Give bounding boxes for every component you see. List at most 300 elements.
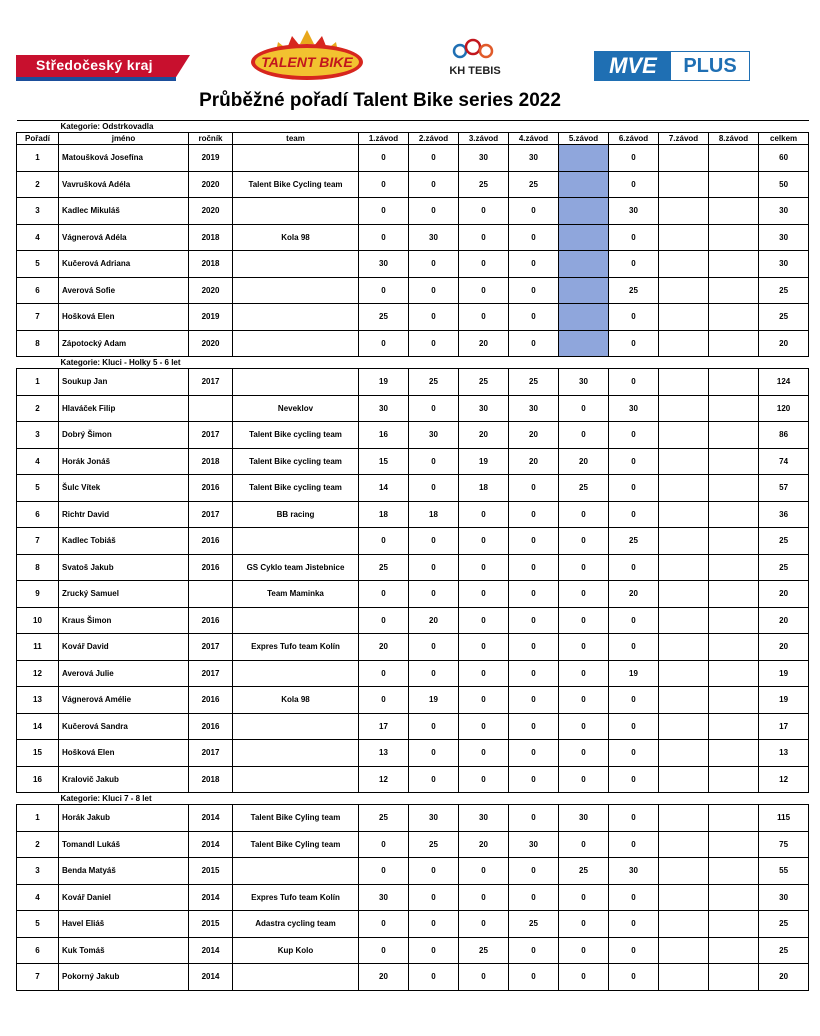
race4-cell: 0 bbox=[509, 501, 559, 528]
race4-cell: 0 bbox=[509, 964, 559, 991]
race4-cell: 20 bbox=[509, 448, 559, 475]
race2-cell: 0 bbox=[409, 198, 459, 225]
table-row bbox=[17, 528, 809, 555]
race2-cell: 0 bbox=[409, 766, 459, 793]
race8-cell bbox=[709, 198, 759, 225]
year-cell: 2018 bbox=[189, 224, 233, 251]
team-cell bbox=[233, 330, 359, 357]
table-row bbox=[17, 713, 809, 740]
year-cell bbox=[189, 581, 233, 608]
race4-cell: 0 bbox=[509, 884, 559, 911]
race8-cell bbox=[709, 687, 759, 714]
talent-bike-logo-text: TALENT BIKE bbox=[261, 54, 353, 70]
rank-cell: 13 bbox=[17, 687, 59, 714]
race5-cell: 0 bbox=[559, 884, 609, 911]
race1-cell: 0 bbox=[359, 607, 409, 634]
results-table bbox=[16, 120, 809, 991]
race1-cell: 0 bbox=[359, 581, 409, 608]
year-cell: 2019 bbox=[189, 304, 233, 331]
name-cell: Kralovič Jakub bbox=[59, 766, 189, 793]
race4-cell: 0 bbox=[509, 554, 559, 581]
total-cell: 13 bbox=[759, 740, 809, 767]
race7-cell bbox=[659, 304, 709, 331]
race8-cell bbox=[709, 369, 759, 396]
name-cell: Kadlec Tobiáš bbox=[59, 528, 189, 555]
rank-cell: 6 bbox=[17, 937, 59, 964]
race6-cell: 25 bbox=[609, 528, 659, 555]
race8-cell bbox=[709, 277, 759, 304]
year-cell: 2020 bbox=[189, 277, 233, 304]
name-cell: Vavrušková Adéla bbox=[59, 171, 189, 198]
race1-cell: 25 bbox=[359, 554, 409, 581]
total-cell: 12 bbox=[759, 766, 809, 793]
race4-cell: 0 bbox=[509, 740, 559, 767]
race4-cell: 0 bbox=[509, 634, 559, 661]
table-row bbox=[17, 554, 809, 581]
mve-plus-logo bbox=[594, 51, 750, 81]
race7-cell bbox=[659, 475, 709, 502]
total-cell: 57 bbox=[759, 475, 809, 502]
team-cell bbox=[233, 528, 359, 555]
race1-cell: 0 bbox=[359, 277, 409, 304]
race6-cell: 0 bbox=[609, 475, 659, 502]
race3-cell: 18 bbox=[459, 475, 509, 502]
rank-cell: 3 bbox=[17, 198, 59, 225]
stredocesky-kraj-text: Středočeský kraj bbox=[36, 57, 153, 73]
year-cell: 2019 bbox=[189, 145, 233, 172]
year-cell: 2016 bbox=[189, 607, 233, 634]
race7-cell bbox=[659, 911, 709, 938]
race8-cell bbox=[709, 581, 759, 608]
race7-cell bbox=[659, 581, 709, 608]
table-row bbox=[17, 395, 809, 422]
race7-cell bbox=[659, 251, 709, 278]
race1-cell: 13 bbox=[359, 740, 409, 767]
race1-cell: 25 bbox=[359, 304, 409, 331]
race5-cell bbox=[559, 277, 609, 304]
category-row bbox=[17, 121, 809, 133]
year-cell: 2018 bbox=[189, 251, 233, 278]
year-cell: 2014 bbox=[189, 831, 233, 858]
year-cell: 2016 bbox=[189, 687, 233, 714]
team-cell: Adastra cycling team bbox=[233, 911, 359, 938]
name-cell: Horák Jonáš bbox=[59, 448, 189, 475]
race1-cell: 0 bbox=[359, 145, 409, 172]
table-row bbox=[17, 634, 809, 661]
race2-cell: 0 bbox=[409, 145, 459, 172]
race8-cell bbox=[709, 937, 759, 964]
race2-cell: 0 bbox=[409, 634, 459, 661]
team-cell bbox=[233, 766, 359, 793]
year-cell: 2014 bbox=[189, 937, 233, 964]
team-cell bbox=[233, 304, 359, 331]
race1-cell: 0 bbox=[359, 660, 409, 687]
year-cell: 2018 bbox=[189, 448, 233, 475]
race3-cell: 25 bbox=[459, 369, 509, 396]
race8-cell bbox=[709, 766, 759, 793]
total-cell: 50 bbox=[759, 171, 809, 198]
name-cell: Soukup Jan bbox=[59, 369, 189, 396]
category-label: Kategorie: Kluci 7 - 8 let bbox=[17, 793, 809, 805]
team-cell bbox=[233, 964, 359, 991]
team-cell bbox=[233, 198, 359, 225]
column-header: 7.závod bbox=[659, 133, 709, 145]
total-cell: 36 bbox=[759, 501, 809, 528]
name-cell: Kovář Daniel bbox=[59, 884, 189, 911]
race3-cell: 19 bbox=[459, 448, 509, 475]
rank-cell: 12 bbox=[17, 660, 59, 687]
year-cell: 2017 bbox=[189, 369, 233, 396]
name-cell: Pokorný Jakub bbox=[59, 964, 189, 991]
total-cell: 55 bbox=[759, 858, 809, 885]
talent-bike-logo bbox=[248, 28, 366, 84]
name-cell: Hlaváček Filip bbox=[59, 395, 189, 422]
team-cell bbox=[233, 660, 359, 687]
race8-cell bbox=[709, 740, 759, 767]
race8-cell bbox=[709, 224, 759, 251]
race1-cell: 30 bbox=[359, 395, 409, 422]
team-cell: Talent Bike Cycling team bbox=[233, 171, 359, 198]
race2-cell: 0 bbox=[409, 740, 459, 767]
race7-cell bbox=[659, 713, 709, 740]
race2-cell: 30 bbox=[409, 224, 459, 251]
name-cell: Kučerová Sandra bbox=[59, 713, 189, 740]
rank-cell: 1 bbox=[17, 369, 59, 396]
race1-cell: 0 bbox=[359, 858, 409, 885]
race1-cell: 16 bbox=[359, 422, 409, 449]
rank-cell: 1 bbox=[17, 805, 59, 832]
race3-cell: 0 bbox=[459, 911, 509, 938]
year-cell bbox=[189, 395, 233, 422]
column-header: 8.závod bbox=[709, 133, 759, 145]
team-cell: Talent Bike Cyling team bbox=[233, 831, 359, 858]
column-header: 6.závod bbox=[609, 133, 659, 145]
name-cell: Vágnerová Amélie bbox=[59, 687, 189, 714]
race7-cell bbox=[659, 766, 709, 793]
race2-cell: 0 bbox=[409, 171, 459, 198]
race8-cell bbox=[709, 145, 759, 172]
total-cell: 17 bbox=[759, 713, 809, 740]
race7-cell bbox=[659, 964, 709, 991]
race7-cell bbox=[659, 740, 709, 767]
race7-cell bbox=[659, 501, 709, 528]
race5-cell: 0 bbox=[559, 766, 609, 793]
year-cell: 2020 bbox=[189, 198, 233, 225]
table-row bbox=[17, 277, 809, 304]
table-row bbox=[17, 607, 809, 634]
rank-cell: 5 bbox=[17, 251, 59, 278]
race5-cell: 0 bbox=[559, 831, 609, 858]
year-cell: 2020 bbox=[189, 171, 233, 198]
race4-cell: 0 bbox=[509, 660, 559, 687]
race3-cell: 25 bbox=[459, 937, 509, 964]
race6-cell: 0 bbox=[609, 911, 659, 938]
race5-cell: 30 bbox=[559, 369, 609, 396]
race1-cell: 30 bbox=[359, 251, 409, 278]
race3-cell: 20 bbox=[459, 831, 509, 858]
race8-cell bbox=[709, 422, 759, 449]
race1-cell: 19 bbox=[359, 369, 409, 396]
race6-cell: 30 bbox=[609, 858, 659, 885]
race6-cell: 0 bbox=[609, 251, 659, 278]
race1-cell: 30 bbox=[359, 884, 409, 911]
table-row bbox=[17, 937, 809, 964]
rank-cell: 10 bbox=[17, 607, 59, 634]
race6-cell: 25 bbox=[609, 277, 659, 304]
race5-cell: 25 bbox=[559, 858, 609, 885]
race4-cell: 20 bbox=[509, 422, 559, 449]
race6-cell: 0 bbox=[609, 607, 659, 634]
race8-cell bbox=[709, 251, 759, 278]
total-cell: 25 bbox=[759, 528, 809, 555]
race3-cell: 0 bbox=[459, 554, 509, 581]
race7-cell bbox=[659, 687, 709, 714]
race6-cell: 0 bbox=[609, 766, 659, 793]
race7-cell bbox=[659, 634, 709, 661]
race1-cell: 0 bbox=[359, 687, 409, 714]
category-label: Kategorie: Kluci - Holky 5 - 6 let bbox=[17, 357, 809, 369]
race7-cell bbox=[659, 198, 709, 225]
race4-cell: 0 bbox=[509, 858, 559, 885]
race4-cell: 0 bbox=[509, 766, 559, 793]
column-header: 2.závod bbox=[409, 133, 459, 145]
team-cell bbox=[233, 369, 359, 396]
race6-cell: 0 bbox=[609, 171, 659, 198]
total-cell: 74 bbox=[759, 448, 809, 475]
race4-cell: 25 bbox=[509, 369, 559, 396]
race5-cell bbox=[559, 251, 609, 278]
race7-cell bbox=[659, 858, 709, 885]
race4-cell: 0 bbox=[509, 687, 559, 714]
race5-cell: 25 bbox=[559, 475, 609, 502]
team-cell: Team Maminka bbox=[233, 581, 359, 608]
race8-cell bbox=[709, 607, 759, 634]
logo-bar bbox=[0, 0, 820, 90]
race1-cell: 0 bbox=[359, 911, 409, 938]
column-header: 5.závod bbox=[559, 133, 609, 145]
rank-cell: 8 bbox=[17, 554, 59, 581]
race5-cell: 0 bbox=[559, 607, 609, 634]
race2-cell: 0 bbox=[409, 911, 459, 938]
team-cell: Neveklov bbox=[233, 395, 359, 422]
table-row bbox=[17, 805, 809, 832]
race4-cell: 25 bbox=[509, 911, 559, 938]
race2-cell: 0 bbox=[409, 304, 459, 331]
category-label: Kategorie: Odstrkovadla bbox=[17, 121, 809, 133]
race5-cell: 0 bbox=[559, 964, 609, 991]
rank-cell: 6 bbox=[17, 501, 59, 528]
total-cell: 30 bbox=[759, 884, 809, 911]
total-cell: 25 bbox=[759, 304, 809, 331]
race5-cell: 0 bbox=[559, 911, 609, 938]
race2-cell: 0 bbox=[409, 884, 459, 911]
race2-cell: 19 bbox=[409, 687, 459, 714]
rank-cell: 11 bbox=[17, 634, 59, 661]
name-cell: Zápotocký Adam bbox=[59, 330, 189, 357]
race5-cell bbox=[559, 224, 609, 251]
race7-cell bbox=[659, 277, 709, 304]
kh-tebis-logo bbox=[440, 38, 510, 80]
race5-cell bbox=[559, 198, 609, 225]
race2-cell: 0 bbox=[409, 251, 459, 278]
race2-cell: 0 bbox=[409, 964, 459, 991]
race2-cell: 0 bbox=[409, 395, 459, 422]
race1-cell: 12 bbox=[359, 766, 409, 793]
year-cell: 2017 bbox=[189, 422, 233, 449]
race7-cell bbox=[659, 395, 709, 422]
race6-cell: 0 bbox=[609, 554, 659, 581]
race2-cell: 0 bbox=[409, 475, 459, 502]
race6-cell: 0 bbox=[609, 687, 659, 714]
rank-cell: 5 bbox=[17, 911, 59, 938]
race3-cell: 0 bbox=[459, 858, 509, 885]
race3-cell: 20 bbox=[459, 422, 509, 449]
race1-cell: 20 bbox=[359, 964, 409, 991]
team-cell bbox=[233, 858, 359, 885]
race6-cell: 0 bbox=[609, 634, 659, 661]
table-row bbox=[17, 831, 809, 858]
rank-cell: 14 bbox=[17, 713, 59, 740]
race8-cell bbox=[709, 634, 759, 661]
rank-cell: 7 bbox=[17, 528, 59, 555]
rank-cell: 5 bbox=[17, 475, 59, 502]
race6-cell: 0 bbox=[609, 884, 659, 911]
race2-cell: 0 bbox=[409, 330, 459, 357]
table-row bbox=[17, 766, 809, 793]
race3-cell: 0 bbox=[459, 304, 509, 331]
rank-cell: 16 bbox=[17, 766, 59, 793]
race4-cell: 0 bbox=[509, 330, 559, 357]
race4-cell: 30 bbox=[509, 831, 559, 858]
race8-cell bbox=[709, 713, 759, 740]
race7-cell bbox=[659, 330, 709, 357]
race3-cell: 0 bbox=[459, 528, 509, 555]
race1-cell: 0 bbox=[359, 937, 409, 964]
race5-cell bbox=[559, 145, 609, 172]
table-row bbox=[17, 884, 809, 911]
race3-cell: 0 bbox=[459, 501, 509, 528]
rank-cell: 15 bbox=[17, 740, 59, 767]
race6-cell: 0 bbox=[609, 713, 659, 740]
race2-cell: 18 bbox=[409, 501, 459, 528]
rank-cell: 6 bbox=[17, 277, 59, 304]
race8-cell bbox=[709, 395, 759, 422]
name-cell: Averová Julie bbox=[59, 660, 189, 687]
race6-cell: 20 bbox=[609, 581, 659, 608]
race8-cell bbox=[709, 858, 759, 885]
table-row bbox=[17, 581, 809, 608]
race8-cell bbox=[709, 475, 759, 502]
race3-cell: 0 bbox=[459, 687, 509, 714]
year-cell: 2016 bbox=[189, 475, 233, 502]
year-cell: 2016 bbox=[189, 713, 233, 740]
race3-cell: 0 bbox=[459, 224, 509, 251]
race4-cell: 0 bbox=[509, 713, 559, 740]
year-cell: 2014 bbox=[189, 884, 233, 911]
race5-cell: 30 bbox=[559, 805, 609, 832]
rank-cell: 8 bbox=[17, 330, 59, 357]
table-row bbox=[17, 687, 809, 714]
column-header: Pořadí bbox=[17, 133, 59, 145]
table-row bbox=[17, 501, 809, 528]
race7-cell bbox=[659, 884, 709, 911]
race3-cell: 20 bbox=[459, 330, 509, 357]
race7-cell bbox=[659, 937, 709, 964]
race5-cell: 0 bbox=[559, 581, 609, 608]
category-row bbox=[17, 357, 809, 369]
race1-cell: 0 bbox=[359, 831, 409, 858]
name-cell: Dobrý Šimon bbox=[59, 422, 189, 449]
total-cell: 25 bbox=[759, 277, 809, 304]
race5-cell: 0 bbox=[559, 660, 609, 687]
race3-cell: 0 bbox=[459, 964, 509, 991]
name-cell: Kučerová Adriana bbox=[59, 251, 189, 278]
name-cell: Matoušková Josefína bbox=[59, 145, 189, 172]
year-cell: 2017 bbox=[189, 740, 233, 767]
name-cell: Kadlec Mikuláš bbox=[59, 198, 189, 225]
race3-cell: 30 bbox=[459, 145, 509, 172]
race2-cell: 0 bbox=[409, 937, 459, 964]
race1-cell: 14 bbox=[359, 475, 409, 502]
race4-cell: 0 bbox=[509, 581, 559, 608]
table-row bbox=[17, 475, 809, 502]
race2-cell: 20 bbox=[409, 607, 459, 634]
name-cell: Hošková Elen bbox=[59, 304, 189, 331]
year-cell: 2017 bbox=[189, 634, 233, 661]
race1-cell: 0 bbox=[359, 330, 409, 357]
team-cell: BB racing bbox=[233, 501, 359, 528]
race6-cell: 0 bbox=[609, 964, 659, 991]
race6-cell: 0 bbox=[609, 224, 659, 251]
total-cell: 20 bbox=[759, 581, 809, 608]
name-cell: Zrucký Samuel bbox=[59, 581, 189, 608]
race6-cell: 0 bbox=[609, 304, 659, 331]
total-cell: 20 bbox=[759, 634, 809, 661]
race4-cell: 0 bbox=[509, 607, 559, 634]
team-cell: Talent Bike cycling team bbox=[233, 448, 359, 475]
name-cell: Kovář David bbox=[59, 634, 189, 661]
name-cell: Vágnerová Adéla bbox=[59, 224, 189, 251]
race3-cell: 30 bbox=[459, 395, 509, 422]
year-cell: 2014 bbox=[189, 964, 233, 991]
race2-cell: 25 bbox=[409, 369, 459, 396]
race7-cell bbox=[659, 528, 709, 555]
name-cell: Horák Jakub bbox=[59, 805, 189, 832]
race5-cell: 0 bbox=[559, 740, 609, 767]
team-cell: Kola 98 bbox=[233, 224, 359, 251]
table-row bbox=[17, 251, 809, 278]
race4-cell: 0 bbox=[509, 224, 559, 251]
race1-cell: 18 bbox=[359, 501, 409, 528]
total-cell: 20 bbox=[759, 607, 809, 634]
table-row bbox=[17, 198, 809, 225]
race8-cell bbox=[709, 528, 759, 555]
race3-cell: 0 bbox=[459, 766, 509, 793]
race3-cell: 0 bbox=[459, 884, 509, 911]
table-row bbox=[17, 330, 809, 357]
year-cell: 2015 bbox=[189, 858, 233, 885]
total-cell: 120 bbox=[759, 395, 809, 422]
mve-text: MVE bbox=[595, 52, 671, 80]
race1-cell: 0 bbox=[359, 198, 409, 225]
table-row bbox=[17, 740, 809, 767]
race8-cell bbox=[709, 660, 759, 687]
race8-cell bbox=[709, 448, 759, 475]
race3-cell: 0 bbox=[459, 198, 509, 225]
total-cell: 75 bbox=[759, 831, 809, 858]
year-cell: 2020 bbox=[189, 330, 233, 357]
total-cell: 19 bbox=[759, 660, 809, 687]
